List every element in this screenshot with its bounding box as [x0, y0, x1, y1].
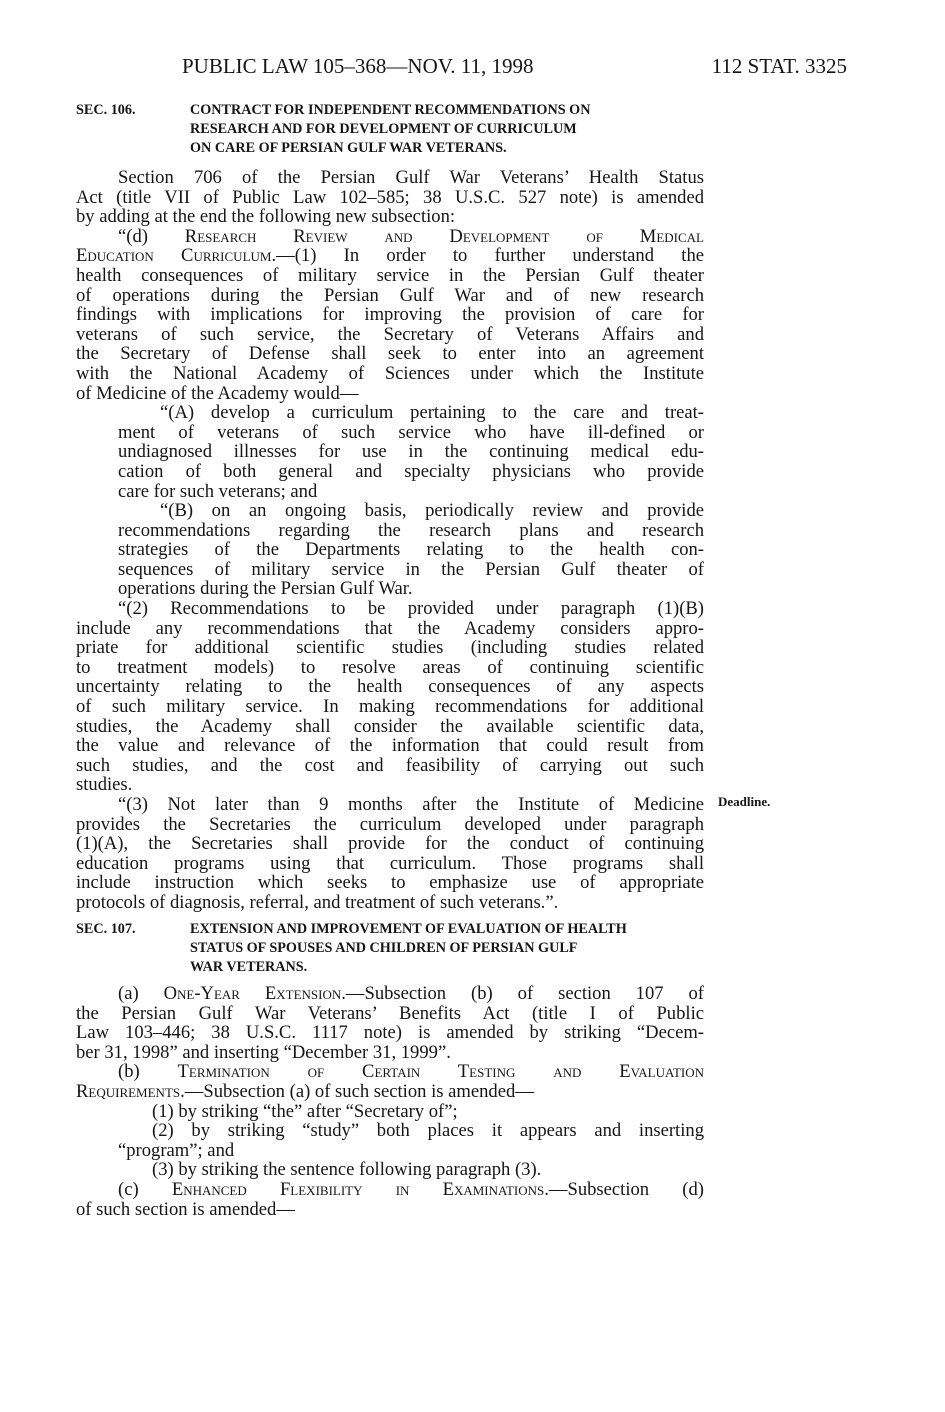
text-line: of Medicine of the Academy would— [76, 382, 359, 404]
subsection-heading: Termination of Certain Testing and Evaluation [177, 1061, 704, 1083]
text-line: to treatment models) to resolve areas of continuing scientific [76, 656, 704, 678]
section-106-heading [76, 101, 706, 158]
subsection-label: (a) [118, 983, 139, 1004]
text-line: undiagnosed illnesses for use in the continuing medical edu- [118, 441, 704, 463]
running-header [182, 54, 847, 84]
subparagraph-A [76, 403, 704, 501]
text-line: include instruction which seeks to emphasize use of appropriate [76, 872, 704, 894]
text-line: “(A) develop a curriculum pertaining to the care and treat- [160, 402, 704, 424]
text-line: of operations during the Persian Gulf War and of new research [76, 284, 704, 306]
statute-page-number: 112 STAT. 3325 [711, 54, 847, 78]
text-line [76, 1082, 704, 1102]
heading-line: STATUS OF SPOUSES AND CHILDREN OF PERSIAN GULF [190, 940, 578, 956]
section-107-body [76, 984, 704, 1219]
text-line: ber 31, 1998” and inserting “December 31, 1999”. [76, 1041, 451, 1063]
text-line: (1) by striking “the” after “Secretary of”; [152, 1100, 458, 1122]
text-line: provides the Secretaries the curriculum developed under paragraph [76, 813, 704, 835]
text-line: such studies, and the cost and feasibility of carrying out such [76, 754, 704, 776]
text-line: veterans of such service, the Secretary of Veterans Affairs and [76, 323, 704, 345]
subparagraph-B [76, 501, 704, 599]
subsection-d-heading-line [76, 227, 704, 247]
text-line: strategies of the Departments relating to the health con- [118, 539, 704, 561]
text-line: cation of both general and specialty physicians who provide [118, 460, 704, 482]
text-line: protocols of diagnosis, referral, and treatment of such veterans.”. [76, 891, 559, 913]
text-line: ment of veterans of such service who have ill-defined or [118, 421, 704, 443]
subsection-heading: Research Review and Development of Medical [184, 225, 704, 247]
heading-line: WAR VETERANS. [190, 959, 308, 975]
text-line: findings with implications for improving the provision of care for [76, 304, 704, 326]
text-line: with the National Academy of Sciences under which the Institute [76, 362, 704, 384]
text-line: of such section is amended— [76, 1198, 295, 1220]
section-107-heading [76, 920, 706, 977]
text-line: operations during the Persian Gulf War. [118, 578, 413, 600]
text-line: care for such veterans; and [118, 480, 318, 502]
text-line: the Persian Gulf War Veterans’ Benefits Act (title I of Public [76, 1002, 704, 1024]
subsection-heading: One-Year Extension. [163, 983, 346, 1004]
public-law-title: PUBLIC LAW 105–368—NOV. 11, 1998 [182, 54, 534, 78]
section-number: SEC. 107. [76, 921, 136, 937]
text-line: include any recommendations that the Academy considers appro- [76, 617, 704, 639]
text-line [76, 1062, 704, 1082]
text-line: “(B) on an ongoing basis, periodically review and provide [160, 500, 704, 522]
text-line: education programs using that curriculum. Those programs shall [76, 852, 704, 874]
text-line: Law 103–446; 38 U.S.C. 1117 note) is amended by striking “Decem- [76, 1022, 704, 1044]
text-run: —Subsection (b) of section 107 of [345, 983, 704, 1004]
text-line: “program”; and [118, 1139, 235, 1161]
text-run: —Subsection (d) [548, 1178, 704, 1200]
heading-line: CONTRACT FOR INDEPENDENT RECOMMENDATIONS ON [190, 102, 591, 118]
heading-line: EXTENSION AND IMPROVEMENT OF EVALUATION OF HEALTH [190, 921, 627, 937]
text-line: (2) by striking “study” both places it appears and inserting [152, 1120, 704, 1142]
text-line: (3) by striking the sentence following paragraph (3). [152, 1159, 542, 1181]
subsection-heading: Requirements. [76, 1080, 185, 1102]
subsection-label: (c) [118, 1178, 139, 1200]
text-line: uncertainty relating to the health consequences of any aspects [76, 676, 704, 698]
text-line: Section 706 of the Persian Gulf War Veterans’ Health Status [118, 167, 704, 188]
subsection-label: (b) [118, 1061, 140, 1083]
text-line: sequences of military service in the Persian Gulf theater of [118, 558, 704, 580]
text-line: by adding at the end the following new subsection: [76, 206, 456, 228]
section-106-body [76, 168, 704, 913]
text-line: “(2) Recommendations to be provided under paragraph (1)(B) [118, 598, 704, 620]
text-line: studies, the Academy shall consider the available scientific data, [76, 715, 704, 737]
heading-line: ON CARE OF PERSIAN GULF WAR VETERANS. [190, 140, 507, 156]
text-line: priate for additional scientific studies (including studies related [76, 637, 704, 659]
text-line: (1)(A), the Secretaries shall provide for the conduct of continuing [76, 833, 704, 855]
text-line: studies. [76, 774, 133, 796]
text-line [76, 246, 704, 266]
text-line [76, 984, 704, 1004]
text-line [76, 1180, 704, 1200]
subsection-heading: Education Curriculum. [76, 245, 277, 267]
text-line: recommendations regarding the research plans and research [118, 519, 704, 541]
text-line: the value and relevance of the information that could result from [76, 735, 704, 757]
section-number: SEC. 106. [76, 102, 136, 118]
subsection-heading: Enhanced Flexibility in Examinations. [171, 1178, 549, 1200]
heading-line: RESEARCH AND FOR DEVELOPMENT OF CURRICULUM [190, 121, 577, 137]
text-line: of such military service. In making recommendations for additional [76, 696, 704, 718]
text-run: —(1) In order to further understand the [276, 245, 705, 267]
subsection-label: “(d) [118, 225, 148, 247]
text-line: health consequences of military service in the Persian Gulf theater [76, 264, 704, 286]
text-line: Act (title VII of Public Law 102–585; 38 U.S.C. 527 note) is amended [76, 186, 704, 208]
deadline-margin-note: Deadline. [718, 794, 771, 809]
text-run: —Subsection (a) of such section is amended— [184, 1080, 534, 1102]
text-line: the Secretary of Defense shall seek to enter into an agreement [76, 343, 704, 365]
text-line: “(3) Not later than 9 months after the Institute of Medicine [118, 794, 704, 815]
